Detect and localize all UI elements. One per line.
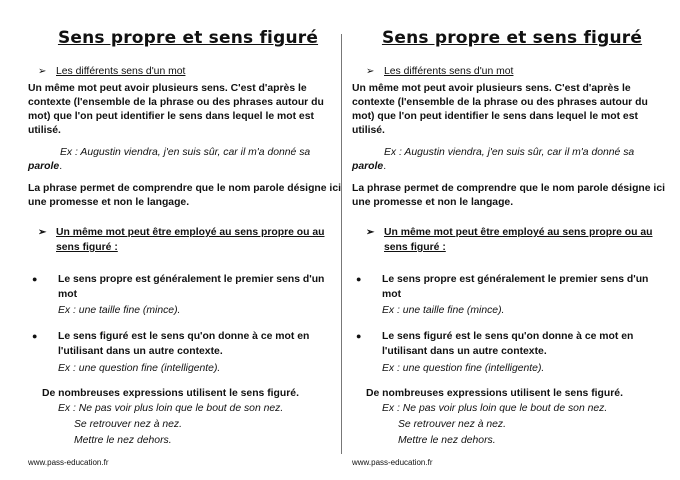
- arrow-icon: ➢: [38, 227, 47, 238]
- arrow-icon: ➢: [38, 66, 47, 77]
- para2-line1: La phrase permet de comprendre que le nom parole désigne ici: [28, 183, 341, 194]
- closing-intro: De nombreuses expressions utilisent le sens figuré.: [42, 388, 299, 399]
- para2-line2: une promesse et non le langage.: [352, 197, 514, 208]
- section-heading-1: ➢ Les différents sens d'un mot: [366, 66, 514, 77]
- bullet-sens-propre-line2: mot: [58, 289, 78, 300]
- footer-url: www.pass-education.fr: [28, 458, 109, 467]
- para1-line2: contexte (l'ensemble de la phrase ou des phrases autour du: [352, 97, 648, 108]
- bullet-sens-propre: ● Le sens propre est généralement le premier sens d'un: [356, 274, 649, 285]
- para2-line1: La phrase permet de comprendre que le nom parole désigne ici: [352, 183, 665, 194]
- bullet-sens-propre: ● Le sens propre est généralement le premier sens d'un: [32, 274, 325, 285]
- bullet-sens-figure-line2: l'utilisant dans un autre contexte.: [58, 346, 223, 357]
- bullet-sens-figure-example: Ex : une question fine (intelligente).: [58, 363, 221, 374]
- bullet-sens-propre-example: Ex : une taille fine (mince).: [382, 305, 505, 316]
- para2-line2: une promesse et non le langage.: [28, 197, 190, 208]
- bullet-icon: ●: [32, 274, 38, 284]
- bullet-sens-figure-line2: l'utilisant dans un autre contexte.: [382, 346, 547, 357]
- section-heading-2: ➢ Un même mot peut être employé au sens propre ou au: [366, 227, 653, 238]
- bullet-icon: ●: [356, 331, 362, 341]
- para1-line3: mot) que l'on peut identifier le sens dans lequel le mot est: [28, 111, 314, 122]
- arrow-icon: ➢: [366, 66, 375, 77]
- section-heading-2: ➢ Un même mot peut être employé au sens propre ou au: [38, 227, 325, 238]
- left-column: [28, 0, 348, 480]
- closing-intro: De nombreuses expressions utilisent le sens figuré.: [366, 388, 623, 399]
- bullet-sens-figure: ● Le sens figuré est le sens qu'on donne à ce mot en: [356, 331, 634, 342]
- closing-example-1: Ex : Ne pas voir plus loin que le bout de son nez.: [58, 403, 284, 414]
- bullet-icon: ●: [356, 274, 362, 284]
- example-line1: Ex : Augustin viendra, j'en suis sûr, car il m'a donné sa: [384, 147, 635, 158]
- para1-line2: contexte (l'ensemble de la phrase ou des phrases autour du: [28, 97, 324, 108]
- right-column: [352, 0, 672, 480]
- page-title: Sens propre et sens figuré: [57, 28, 319, 48]
- closing-example-1: Ex : Ne pas voir plus loin que le bout de son nez.: [382, 403, 608, 414]
- example-line1: Ex : Augustin viendra, j'en suis sûr, car il m'a donné sa: [60, 147, 311, 158]
- example-line2: parole.: [28, 161, 63, 172]
- arrow-icon: ➢: [366, 227, 375, 238]
- para1-line4: utilisé.: [352, 125, 385, 136]
- closing-example-2: Se retrouver nez à nez.: [398, 419, 507, 430]
- bullet-sens-figure: ● Le sens figuré est le sens qu'on donne à ce mot en: [32, 331, 310, 342]
- para1-line3: mot) que l'on peut identifier le sens dans lequel le mot est: [352, 111, 638, 122]
- section-heading-2-line2: sens figuré :: [56, 242, 118, 253]
- section-heading-1: ➢ Les différents sens d'un mot: [38, 66, 186, 77]
- para1-line4: utilisé.: [28, 125, 61, 136]
- bullet-icon: ●: [32, 331, 38, 341]
- para1-line1: Un même mot peut avoir plusieurs sens. C'est d'après le: [28, 83, 307, 94]
- footer-url: www.pass-education.fr: [352, 458, 433, 467]
- bullet-sens-figure-example: Ex : une question fine (intelligente).: [382, 363, 545, 374]
- closing-example-3: Mettre le nez dehors.: [398, 435, 496, 446]
- closing-example-3: Mettre le nez dehors.: [74, 435, 172, 446]
- section-heading-2-line2: sens figuré :: [384, 242, 446, 253]
- bullet-sens-propre-line2: mot: [382, 289, 402, 300]
- example-line2: parole.: [352, 161, 387, 172]
- closing-example-2: Se retrouver nez à nez.: [74, 419, 183, 430]
- para1-line1: Un même mot peut avoir plusieurs sens. C'est d'après le: [352, 83, 631, 94]
- bullet-sens-propre-example: Ex : une taille fine (mince).: [58, 305, 181, 316]
- page-title: Sens propre et sens figuré: [381, 28, 643, 48]
